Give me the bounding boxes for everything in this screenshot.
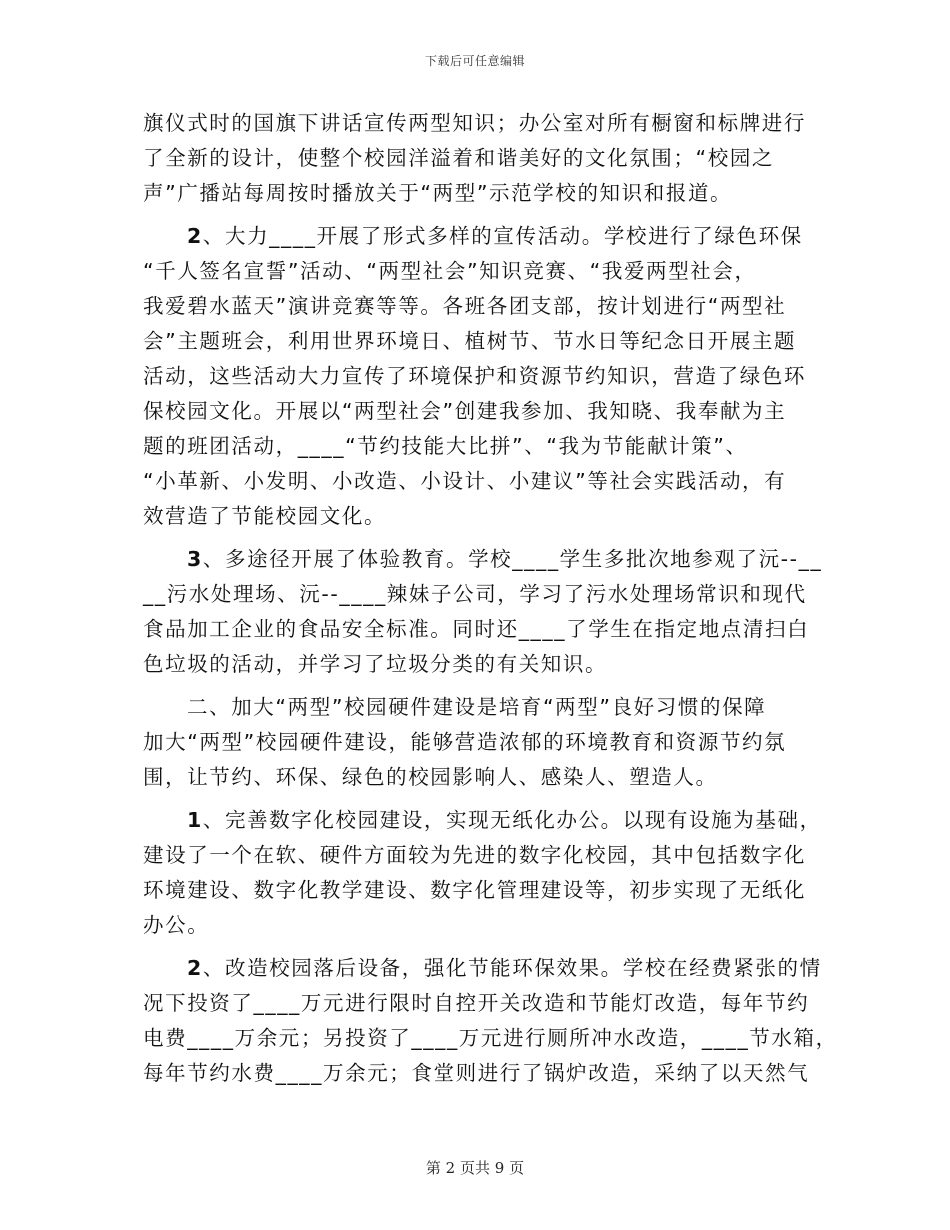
text-line — [143, 908, 803, 943]
line-text: 了全新的设计，使整个校园洋溢着和谐美好的文化氛围；“校园之 — [143, 146, 775, 170]
text-line — [143, 359, 806, 394]
line-text: “小革新、小发明、小改造、小设计、小建议”等社会实践活动，有 — [143, 469, 787, 493]
item-number: 2 — [187, 224, 203, 248]
item-number: 1 — [187, 808, 203, 832]
line-text: 色垃圾的活动，并学习了垃圾分类的有关知识。 — [143, 652, 608, 676]
text-line — [143, 542, 823, 577]
line-text: __污水处理场、沅--____辣妹子公司，学习了污水处理场常识和现代 — [143, 582, 807, 606]
text-line — [143, 106, 806, 141]
text-line — [143, 1056, 810, 1091]
paragraph-gap — [143, 534, 803, 542]
line-text: 每年节约水费____万余元；食堂则进行了锅炉改造，采纳了以天然气 — [143, 1061, 810, 1085]
paragraph-gap — [143, 682, 803, 690]
text-line — [143, 803, 822, 838]
paragraph-gap — [143, 943, 803, 951]
line-text: 办公。 — [143, 913, 210, 937]
text-line — [143, 838, 806, 873]
line-text: 二、加大“两型”校园硬件建设是培育“两型”良好习惯的保障 — [187, 695, 767, 719]
text-line — [143, 324, 803, 359]
text-line — [143, 176, 803, 211]
line-text: “千人签名宣誓”活动、“两型社会”知识竞赛、“我爱两型社会， — [143, 259, 757, 283]
line-text: 、多途径开展了体验教育。学校____学生多批次地参观了沅--__ — [202, 547, 823, 571]
paragraph — [143, 219, 806, 534]
line-text: 加大“两型”校园硬件建设，能够营造浓郁的环境教育和资源节约氛 — [143, 730, 787, 754]
line-text: 保校园文化。开展以“两型社会”创建我参加、我知晓、我奉献为主 — [143, 399, 787, 423]
text-line — [143, 577, 807, 612]
line-text: 、改造校园落后设备，强化节能环保效果。学校在经费紧张的情 — [202, 956, 822, 980]
text-line — [143, 429, 803, 464]
text-line — [143, 760, 803, 795]
item-number: 2 — [187, 956, 203, 980]
line-text: 环境建设、数字化教学建设、数字化管理建设等，初步实现了无纸化 — [143, 878, 806, 902]
text-line — [143, 499, 803, 534]
text-line — [143, 394, 803, 429]
line-text: 题的班团活动，____“节约技能大比拼”、“我为节能献计策”、 — [143, 434, 748, 458]
paragraph — [143, 542, 823, 682]
paragraph — [143, 951, 838, 1091]
document-body — [143, 106, 838, 1091]
line-text: 食品加工企业的食品安全标准。同时还____了学生在指定地点清扫白 — [143, 617, 810, 641]
text-line — [143, 1021, 838, 1056]
item-number: 3 — [187, 547, 203, 571]
line-text: 建设了一个在软、硬件方面较为先进的数字化校园，其中包括数字化 — [143, 843, 806, 867]
line-text: 电费____万余元；另投资了____万元进行厕所冲水改造，____节水箱， — [143, 1026, 838, 1050]
text-line — [143, 690, 803, 725]
text-line — [143, 289, 803, 324]
line-text: 、大力____开展了形式多样的宣传活动。学校进行了绿色环保 — [202, 224, 803, 248]
paragraph-gap — [143, 211, 803, 219]
text-line — [143, 464, 803, 499]
text-line — [143, 612, 810, 647]
line-text: 旗仪式时的国旗下讲话宣传两型知识；办公室对所有橱窗和标牌进行 — [143, 111, 806, 135]
paragraph — [143, 690, 803, 795]
line-text: 会”主题班会，利用世界环境日、植树节、节水日等纪念日开展主题 — [143, 329, 797, 353]
line-text: 活动，这些活动大力宣传了环境保护和资源节约知识，营造了绿色环 — [143, 364, 806, 388]
text-line — [143, 986, 810, 1021]
paragraph — [143, 106, 806, 211]
text-line — [143, 951, 822, 986]
text-line — [143, 873, 806, 908]
line-text: 声”广播站每周按时播放关于“两型”示范学校的知识和报道。 — [143, 181, 733, 205]
line-text: 围，让节约、环保、绿色的校园影响人、感染人、塑造人。 — [143, 765, 718, 789]
text-line — [143, 254, 803, 289]
line-text: 、完善数字化校园建设，实现无纸化办公。以现有设施为基础， — [202, 808, 822, 832]
paragraph-gap — [143, 795, 803, 803]
paragraph — [143, 803, 822, 943]
line-text: 况下投资了____万元进行限时自控开关改造和节能灯改造，每年节约 — [143, 991, 810, 1015]
text-line — [143, 141, 803, 176]
text-line — [143, 647, 803, 682]
page-number-footer: 第 2 页共 9 页 — [425, 1159, 525, 1177]
page-header: 下载后可任意编辑 — [424, 54, 525, 68]
text-line — [143, 219, 803, 254]
text-line — [143, 725, 803, 760]
line-text: 我爱碧水蓝天”演讲竞赛等等。各班各团支部，按计划进行“两型社 — [143, 294, 787, 318]
line-text: 效营造了节能校园文化。 — [143, 504, 387, 528]
